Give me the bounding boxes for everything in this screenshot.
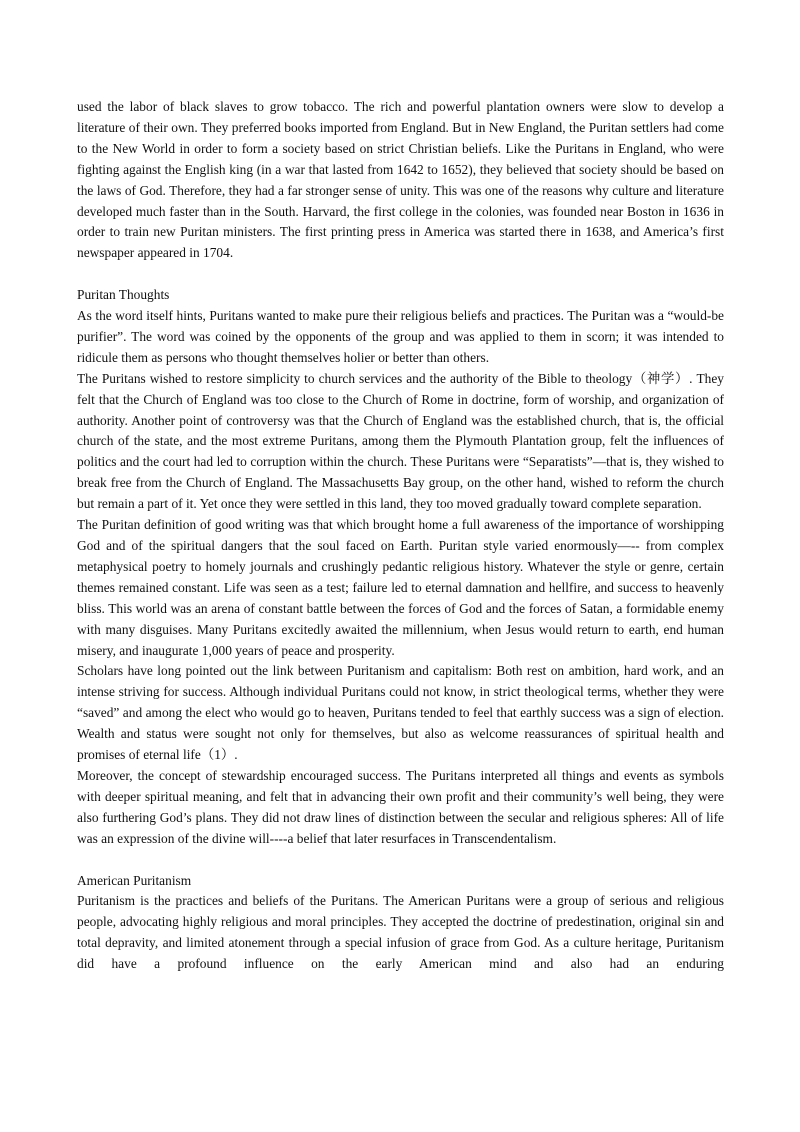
paragraph: Moreover, the concept of stewardship encouraged success. The Puritans interpreted all things and events as symbols with deeper spiritual meaning, and felt that in advancing their own profit and their community’s well being, they were also furthering God’s plans. They did not draw lines of distinction between the secular and religious spheres: All of life was an expression of the divine will----a belief that later resurfaces in Transcendentalism.	[77, 767, 724, 846]
paragraph: The Puritan definition of good writing was that which brought home a full awareness of the importance of worshipping God and of the spiritual dangers that the soul faced on Earth. Puritan style varied enormously—-- from complex metaphysical poetry to homely journals and crushingly pedantic religious history. Whatever the style or genre, certain themes remained constant. Life was seen as a test; failure led to eternal damnation and hellfire, and success to heavenly bliss. This world was an arena of constant battle between the forces of God and the forces of Satan, a formidable enemy with many disguises. Many Puritans excitedly awaited the millennium, when Jesus would return to earth, end human misery, and inaugurate 1,000 years of peace and prosperity.	[77, 517, 724, 658]
paragraph: The Puritans wished to restore simplicity to church services and the authority of the Bible to theology（神学）. They felt that the Church of England was too close to the Church of Rome in doctrine, form of worship, and organization of authority. Another point of controversy was that the Church of England was the established church, that is, the official church of the state, and the most extreme Puritans, among them the Plymouth Plantation group, felt the influences of politics and the court had led to corruption within the church. These Puritans were “Separatists”—that is, they wished to break free from the Church of England. The Massachusetts Bay group, on the other hand, wished to reform the church but remain a part of it. Yet once they were settled in this land, they too moved gradually toward complete separation.	[77, 370, 724, 512]
document-page	[77, 97, 724, 975]
section-heading-puritan-thoughts: Puritan Thoughts	[77, 287, 170, 303]
paragraph: Scholars have long pointed out the link between Puritanism and capitalism: Both rest on ambition, hard work, and an intense striving for success. Although individual Puritans could not know, in strict theological terms, whether they were “saved” and among the elect who would go to heaven, Puritans tended to feel that earthly success was a sign of election. Wealth and status were sought not only for themselves, but also as welcome reassurances of spiritual health and promises of eternal life（1）.	[77, 663, 724, 763]
paragraph: Puritanism is the practices and beliefs of the Puritans. The American Puritans were a group of serious and religious people, advocating highly religious and moral principles. They accepted the doctrine of predestination, original sin and total depravity, and limited atonement through a special infusion of grace from God. As a culture heritage, Puritanism did have a profound influence on the early American mind and also had an enduring	[77, 893, 724, 972]
intro-paragraph: used the labor of black slaves to grow tobacco. The rich and powerful plantation owners were slow to develop a literature of their own. They preferred books imported from England. But in New England, the Puritan settlers had come to the New World in order to form a society based on strict Christian beliefs. Like the Puritans in England, who were fighting against the English king (in a war that lasted from 1642 to 1652), they believed that society should be based on the laws of God. Therefore, they had a far stronger sense of unity. This was one of the reasons why culture and literature developed much faster than in the South. Harvard, the first college in the colonies, was founded near Boston in 1636 in order to train new Puritan ministers. The first printing press in America was started there in 1638, and America’s first newspaper appeared in 1704.	[77, 99, 724, 261]
section-heading-american-puritanism: American Puritanism	[77, 872, 192, 888]
paragraph: As the word itself hints, Puritans wanted to make pure their religious beliefs and practices. The Puritan was a “would-be purifier”. The word was coined by the opponents of the group and was applied to them in scorn; it was intended to ridicule them as persons who thought themselves holier or better than others.	[77, 308, 724, 365]
paragraph-gap	[77, 264, 724, 285]
paragraph-gap	[77, 850, 724, 871]
